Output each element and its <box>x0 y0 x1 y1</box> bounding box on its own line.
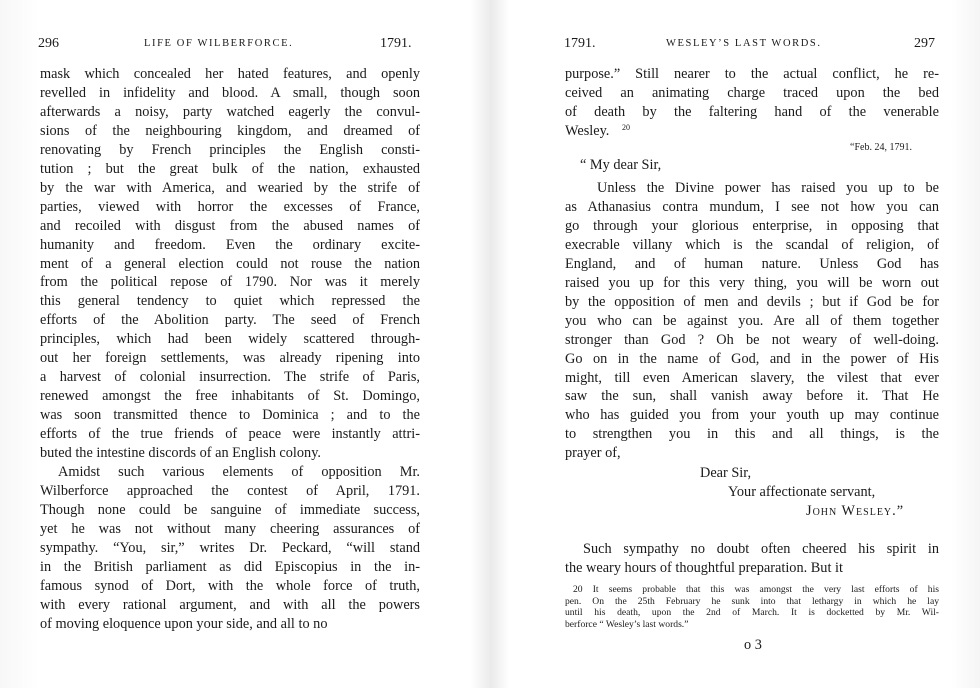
body-line: Though none could be sanguine of immediate success, <box>40 501 420 518</box>
body-line: the weary hours of thoughtful preparation. But it <box>565 560 843 576</box>
letter-line: saw the sun, shall vanish away before it. That He <box>565 388 939 405</box>
body-line: of moving eloquence upon your side, and all to no <box>40 615 328 632</box>
signature-mark: o 3 <box>744 637 762 653</box>
right-page <box>490 0 980 688</box>
letter-line: Go on in the name of God, and in the power of His <box>565 350 939 367</box>
body-line: by the war with America, and wearied by the strife of <box>40 179 420 196</box>
letter-line: raised you up for this very thing, you will be worn out <box>565 274 939 291</box>
body-line: Amidst such various elements of opposition Mr. <box>58 463 420 480</box>
footnote-line: 20 It seems probable that this was amongst the very last efforts of his <box>573 584 939 595</box>
body-line: Wilberforce approached the contest of April, 1791. <box>40 482 420 499</box>
letter-line: stronger than God ? Oh be not weary of well-doing. <box>565 331 939 348</box>
letter-line: prayer of, <box>565 445 621 462</box>
body-line: renewed amongst the free inhabitants of St. Domingo, <box>40 388 420 405</box>
body-line: renovating by French principles the English consti- <box>40 141 420 158</box>
footnote-line: pen. On the 25th February he sunk into that lethargy in which he lay <box>565 595 939 607</box>
right-page-number: 297 <box>914 36 935 51</box>
letter-closing: Dear Sir, <box>700 465 752 481</box>
left-year: 1791. <box>380 36 412 51</box>
letter-line: go through your glorious enterprise, in opposing that <box>565 217 939 234</box>
body-line: yet he was not without many cheering assurances of <box>40 520 420 537</box>
body-line: revelled in infidelity and blood. A small, though soon <box>40 84 420 101</box>
letter-line: might, till even American slavery, the vilest that ever <box>565 369 939 386</box>
letter-line: England, and of human nature. Unless God has <box>565 255 939 272</box>
body-line: out her foreign settlements, was already ripening into <box>40 350 420 367</box>
letter-salutation: “ My dear Sir, <box>580 157 662 173</box>
body-line: buted the intestine discords of an English colony. <box>40 445 321 461</box>
letter-line: Unless the Divine power has raised you up to be <box>597 180 939 196</box>
body-line: this general tendency to quiet which repressed the <box>40 293 420 310</box>
body-line: with every rational argument, and with all the powers <box>40 596 420 613</box>
body-line: famous synod of Dort, with the whole force of truth, <box>40 577 420 594</box>
left-running-head <box>0 36 490 56</box>
letter-signature: John Wesley.” <box>806 503 905 519</box>
letter-line: execrable villany which is the scandal of religion, of <box>565 236 939 253</box>
body-line: a harvest of colonial insurrection. The strife of Paris, <box>40 369 420 386</box>
body-line: humanity and freedom. Even the ordinary excite- <box>40 236 420 253</box>
footnote-line: berforce “ Wesley’s last words.” <box>565 618 689 630</box>
letter-sign-off: Your affectionate servant, <box>728 484 876 500</box>
body-line: Such sympathy no doubt often cheered his spirit in <box>583 541 939 557</box>
body-line: sions of the neighbouring kingdom, and dreamed of <box>40 122 420 139</box>
footnote-reference: 20 <box>622 123 630 132</box>
body-line: and recoiled with disgust from the abused names of <box>40 217 420 234</box>
right-year: 1791. <box>564 36 596 51</box>
body-line: of death by the faltering hand of the venerable <box>565 103 939 120</box>
body-line: from the political repose of 1790. Nor was it merely <box>40 274 420 291</box>
right-running-title: WESLEY’S LAST WORDS. <box>666 38 822 49</box>
body-line: efforts of the Abolition party. The seed of French <box>40 312 420 329</box>
letter-line: who has guided you from your youth up may continue <box>565 407 939 424</box>
letter-date: “Feb. 24, 1791. <box>850 142 912 153</box>
left-running-title: LIFE OF WILBERFORCE. <box>144 38 294 49</box>
body-line: ceived an animating charge traced upon the bed <box>565 84 939 101</box>
body-line: was soon transmitted thence to Dominica ; and to the <box>40 407 420 424</box>
body-line: in the British parliament as did Episcopius in the in- <box>40 558 420 575</box>
letter-line: to strengthen you in this and all things, is the <box>565 426 939 443</box>
body-line: principles, which had been widely scattered through- <box>40 331 420 348</box>
right-running-head <box>490 36 980 56</box>
letter-line: by the opposition of men and devils ; but if God be for <box>565 293 939 310</box>
body-line: afterwards a noisy, party watched eagerly the convul- <box>40 103 420 120</box>
body-line: sympathy. “You, sir,” writes Dr. Peckard, “will stand <box>40 539 420 556</box>
body-line: mask which concealed her hated features, and openly <box>40 66 420 82</box>
body-line: ment of a general election could not rouse the nation <box>40 255 420 272</box>
left-page-number: 296 <box>38 36 59 51</box>
body-line: parties, viewed with horror the excesses of France, <box>40 198 420 215</box>
body-line: tution ; but the great bulk of the nation, exhausted <box>40 160 420 177</box>
body-line: Wesley. <box>565 122 610 139</box>
footnote-line: until his death, upon the 2nd of March. It is docketted by Mr. Wil- <box>565 607 939 618</box>
letter-line: as Athanasius contra mundum, I see not how you can <box>565 198 939 215</box>
body-line: efforts of the true friends of peace were instantly attri- <box>40 426 420 443</box>
body-line: purpose.” Still nearer to the actual conflict, he re- <box>565 66 939 82</box>
letter-line: you who can be against you. Are all of them together <box>565 312 939 329</box>
